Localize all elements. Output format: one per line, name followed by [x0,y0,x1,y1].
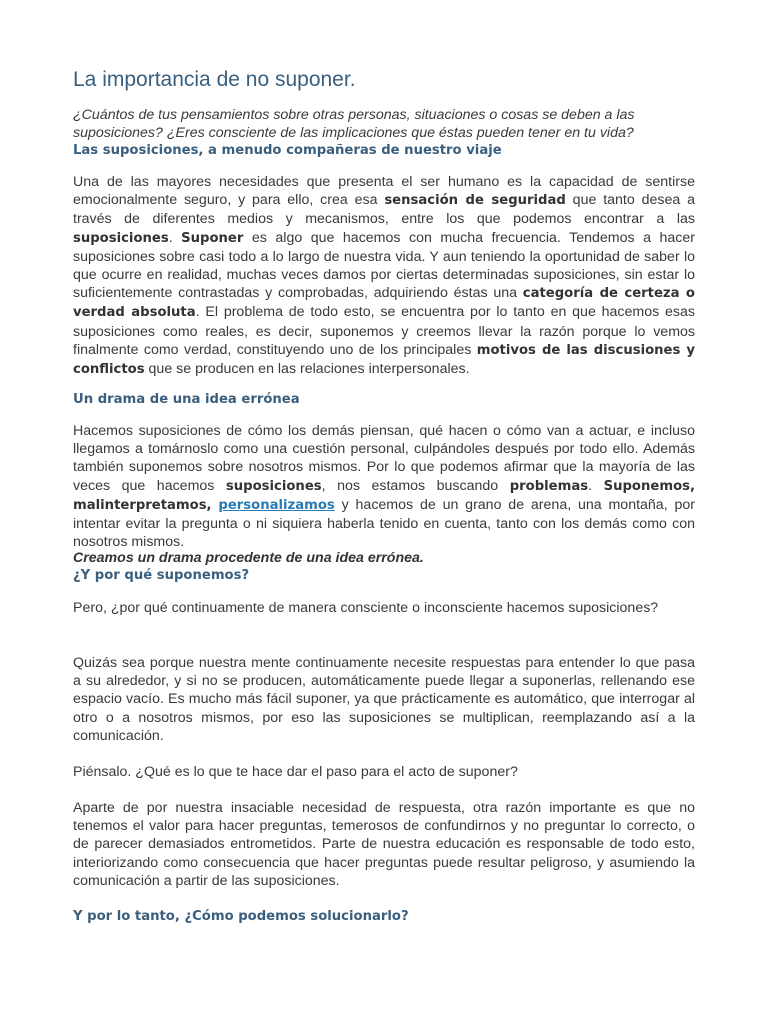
text-run: Una de las mayores necesidades que presenta el ser humano es la capacidad de sentirse emocionalmente seguro, y para ello, crea esa [73,174,695,209]
section-heading-solucion: Y por lo tanto, ¿Cómo podemos solucionarlo? [73,909,409,924]
text-run: es algo que hacemos con mucha frecuencia. Tendemos a hacer suposiciones sobre casi todo a lo largo de nuestra vida. Y aun teniendo la oportunidad de saber lo que ocurre en realidad, muchas veces damos por ciertas determinadas suposiciones, sin estar lo suficientemente contrastadas y comprobadas, adquiriendo éstas una [73,229,696,302]
text-run: , nos estamos buscando [321,477,510,494]
section3-paragraph-3: Piénsalo. ¿Qué es lo que te hace dar el paso para el acto de suponer? [73,764,518,780]
intro-paragraph [73,106,695,142]
section-heading-drama: Un drama de una idea errónea [73,392,300,407]
bold-run: sensación de seguridad [384,193,566,209]
text-run: . [168,229,182,246]
text-run: y hacemos de un grano de arena, una montaña, por intentar evitar la pregunta o ni siquiera haberla tenido en cuenta, tanto con los demás como con nosotros mismos. [73,496,695,551]
section3-paragraph-2: Quizás sea porque nuestra mente continuamente necesite respuestas para entender lo que pasa a su alrededor, y si no se producen, automáticamente puede llegar a suponerlas, rellenando ese espacio vacío. Es mucho más fácil suponer, ya que prácticamente es automático, que interrogar al otro o a nosotros mismos, por eso las suposiciones se multiplican, reemplazando así a la comunicación. [73,655,695,744]
section-heading-por-que: ¿Y por qué suponemos? [73,568,250,583]
section-heading-suposiciones: Las suposiciones, a menudo compañeras de nuestro viaje [73,143,502,158]
text-run: que se producen en las relaciones interpersonales. [144,361,470,378]
text-run: . El problema de todo esto, se encuentra por lo tanto en que hacemos esas suposiciones como reales, es decir, suponemos y creemos llevar la razón porque lo vemos finalmente como verdad, constituyendo uno de los principales [73,304,695,358]
section3-paragraph-4: Aparte de por nuestra insaciable necesidad de respuesta, otra razón importante es que no tenemos el valor para hacer preguntas, temerosos de confundirnos y no preguntar lo correcto, o de parecer demasiados entrometidos. Parte de nuestra educación es responsable de todo esto, interiorizando como consecuencia que hacer preguntas puede resultar peligroso, y asumiendo la comunicación a partir de las suposiciones. [73,800,695,889]
personalizamos-link[interactable]: personalizamos [218,497,335,513]
bold-run: Suponer [181,230,244,246]
bold-run: suposiciones [225,478,322,494]
bold-run: Suponemos, malinterpretamos, [73,478,695,513]
text-run: que tanto desea a través de diferentes medios y mecanismos, entre los que podemos encontrar a las [73,192,695,228]
bold-run: motivos de las discusiones y conflictos [73,342,696,378]
section1-paragraph [73,173,695,379]
bold-run: problemas [509,478,589,494]
text-run: . [588,477,604,494]
text-run: Hacemos suposiciones de cómo los demás piensan, qué hacen o cómo van a actuar, e incluso llegamos a tomárnoslo como una cuestión personal, culpándoles después por todo ello. Además también suponemos sobre nosotros mismos. Por lo que podemos afirmar que la mayoría de las veces que hacemos [73,423,695,494]
intro-line-1: ¿Cuántos de tus pensamientos sobre otras personas, situaciones o cosas se deben a las [73,107,635,123]
bold-run: suposiciones [73,230,169,246]
section3-paragraph-1: Pero, ¿por qué continuamente de manera consciente o inconsciente hacemos suposiciones? [73,600,659,616]
emphasis-sentence: Creamos un drama procedente de una idea errónea. [73,550,424,566]
bold-run: categoría de certeza o verdad absoluta [73,286,695,321]
article-title: La importancia de no suponer. [73,68,356,91]
section2-paragraph [73,422,695,551]
intro-line-2: suposiciones? ¿Eres consciente de las implicaciones que éstas pueden tener en tu vida? [73,125,634,142]
